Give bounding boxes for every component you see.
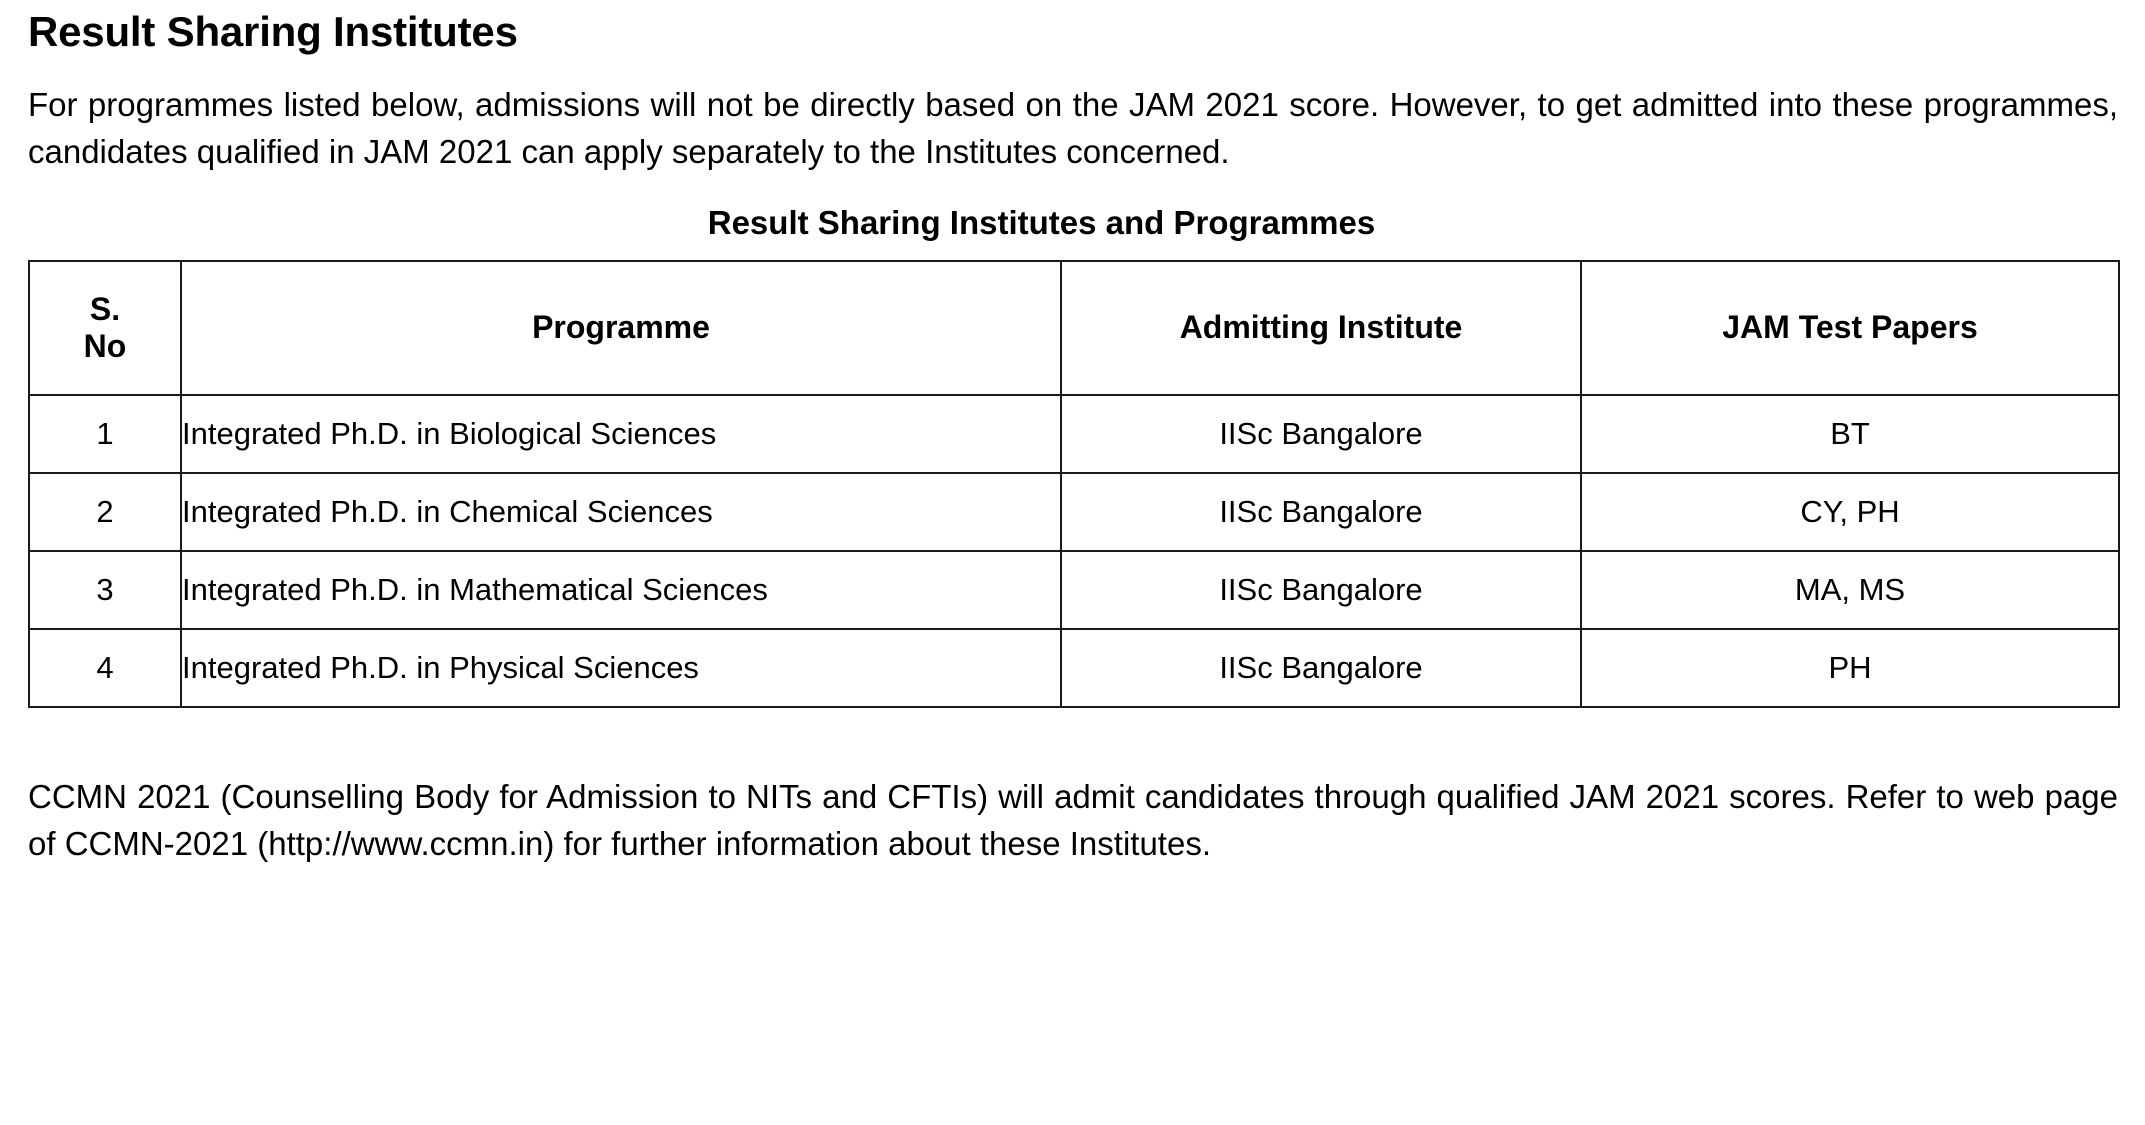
cell-institute: IISc Bangalore xyxy=(1061,629,1581,707)
column-header-sno-line1: S. xyxy=(89,291,121,328)
cell-sno: 3 xyxy=(29,551,181,629)
column-header-sno-line2: No xyxy=(83,328,127,365)
result-sharing-institutes-table xyxy=(28,260,2120,708)
table-row xyxy=(29,629,2119,707)
cell-sno: 2 xyxy=(29,473,181,551)
cell-programme: Integrated Ph.D. in Mathematical Sciences xyxy=(181,551,1061,629)
footer-paragraph: CCMN 2021 (Counselling Body for Admission to NITs and CFTIs) will admit candidates through qualified JAM 2021 scores. Refer to web page of CCMN-2021 (http://www.ccmn.in) for further information about these Institutes. xyxy=(28,778,2118,862)
intro-paragraph: For programmes listed below, admissions will not be directly based on the JAM 2021 score. However, to get admitted into these programmes, candidates qualified in JAM 2021 can apply separately to the Institutes concerned. xyxy=(28,86,2118,171)
cell-sno: 1 xyxy=(29,395,181,473)
cell-papers: MA, MS xyxy=(1581,551,2119,629)
cell-papers: CY, PH xyxy=(1581,473,2119,551)
cell-institute: IISc Bangalore xyxy=(1061,395,1581,473)
cell-institute: IISc Bangalore xyxy=(1061,551,1581,629)
page-title: Result Sharing Institutes xyxy=(28,8,518,55)
cell-programme: Integrated Ph.D. in Physical Sciences xyxy=(181,629,1061,707)
column-header-sno xyxy=(29,261,181,395)
column-header-papers: JAM Test Papers xyxy=(1581,261,2119,395)
table-header-row xyxy=(29,261,2119,395)
cell-programme: Integrated Ph.D. in Chemical Sciences xyxy=(181,473,1061,551)
column-header-programme: Programme xyxy=(181,261,1061,395)
table-row xyxy=(29,473,2119,551)
cell-institute: IISc Bangalore xyxy=(1061,473,1581,551)
cell-papers: BT xyxy=(1581,395,2119,473)
cell-sno: 4 xyxy=(29,629,181,707)
cell-papers: PH xyxy=(1581,629,2119,707)
column-header-institute: Admitting Institute xyxy=(1061,261,1581,395)
table-caption: Result Sharing Institutes and Programmes xyxy=(707,204,1376,242)
table-row xyxy=(29,395,2119,473)
table-row xyxy=(29,551,2119,629)
cell-programme: Integrated Ph.D. in Biological Sciences xyxy=(181,395,1061,473)
